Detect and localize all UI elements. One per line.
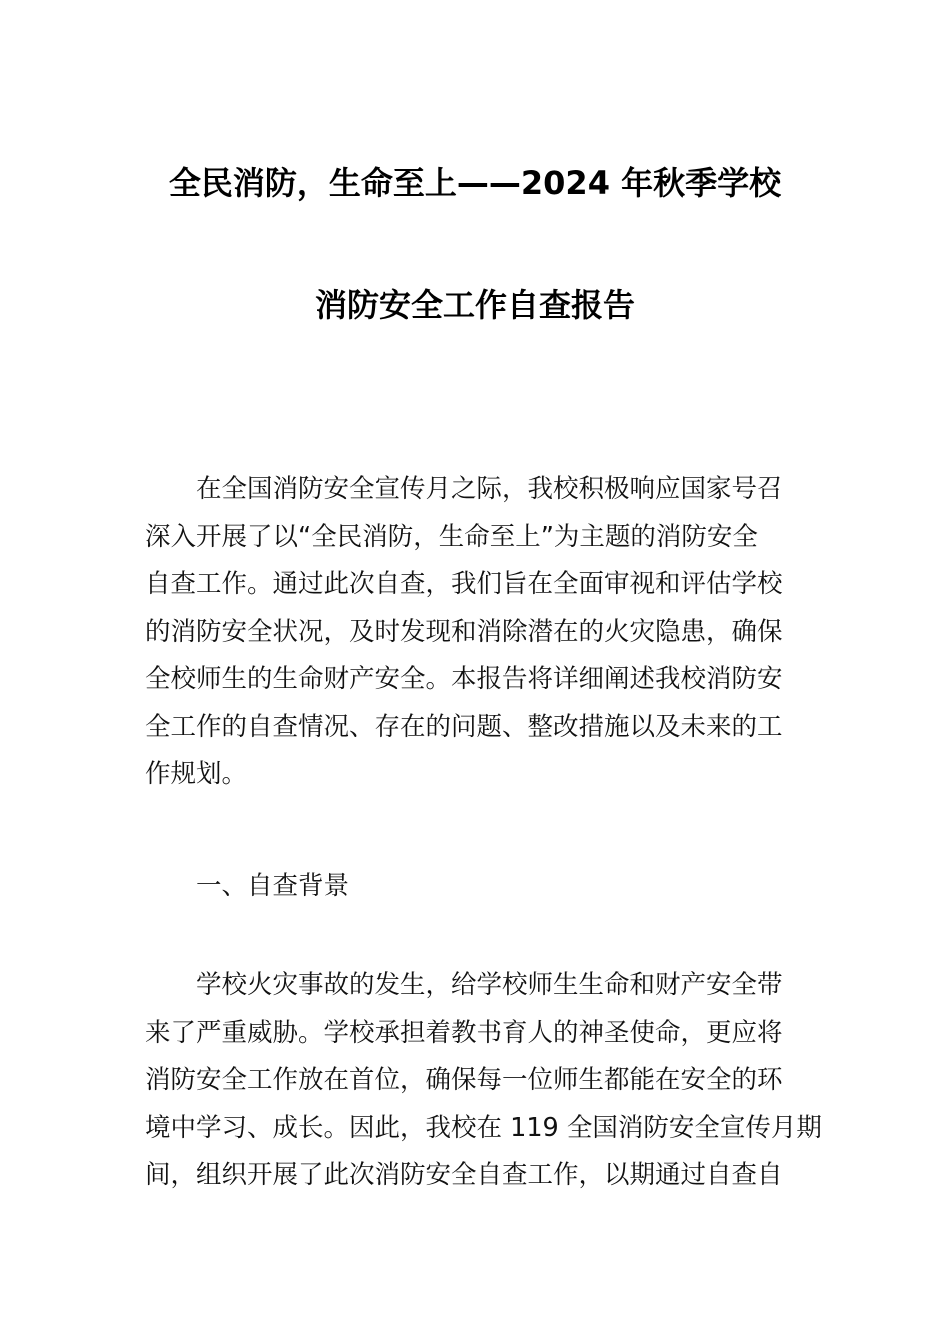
paragraph-line: 自查工作。通过此次自查，我们旨在全面审视和评估学校: [145, 569, 783, 599]
section-heading-text: 一、自查背景: [196, 871, 350, 901]
background-paragraph: [145, 962, 822, 1200]
paragraph-line: 全校师生的生命财产安全。本报告将详细阐述我校消防安: [145, 664, 783, 694]
document-title-line-1: 全民消防，生命至上——2024 年秋季学校: [168, 164, 782, 202]
paragraph-line: 在全国消防安全宣传月之际，我校积极响应国家号召: [196, 474, 783, 504]
paragraph-line: 作规划。: [145, 759, 248, 789]
paragraph-line: 的消防安全状况，及时发现和消除潜在的火灾隐患，确保: [145, 616, 783, 647]
paragraph-line: 学校火灾事故的发生，给学校师生生命和财产安全带: [196, 970, 783, 1000]
paragraph-line: 消防安全工作放在首位，确保每一位师生都能在安全的环: [145, 1065, 783, 1095]
paragraph-line: 来了严重威胁。学校承担着教书育人的神圣使命，更应将: [145, 1017, 783, 1048]
document-title-line-2: 消防安全工作自查报告: [314, 286, 635, 324]
paragraph-line: 间，组织开展了此次消防安全自查工作，以期通过自查自: [145, 1160, 783, 1190]
intro-paragraph: [145, 466, 807, 799]
section-heading: [145, 863, 807, 911]
paragraph-line: 境中学习、成长。因此，我校在 119 全国消防安全宣传月期: [145, 1112, 822, 1143]
paragraph-line: 全工作的自查情况、存在的问题、整改措施以及未来的工: [145, 711, 783, 742]
paragraph-line: 深入开展了以“全民消防，生命至上”为主题的消防安全: [145, 521, 758, 552]
